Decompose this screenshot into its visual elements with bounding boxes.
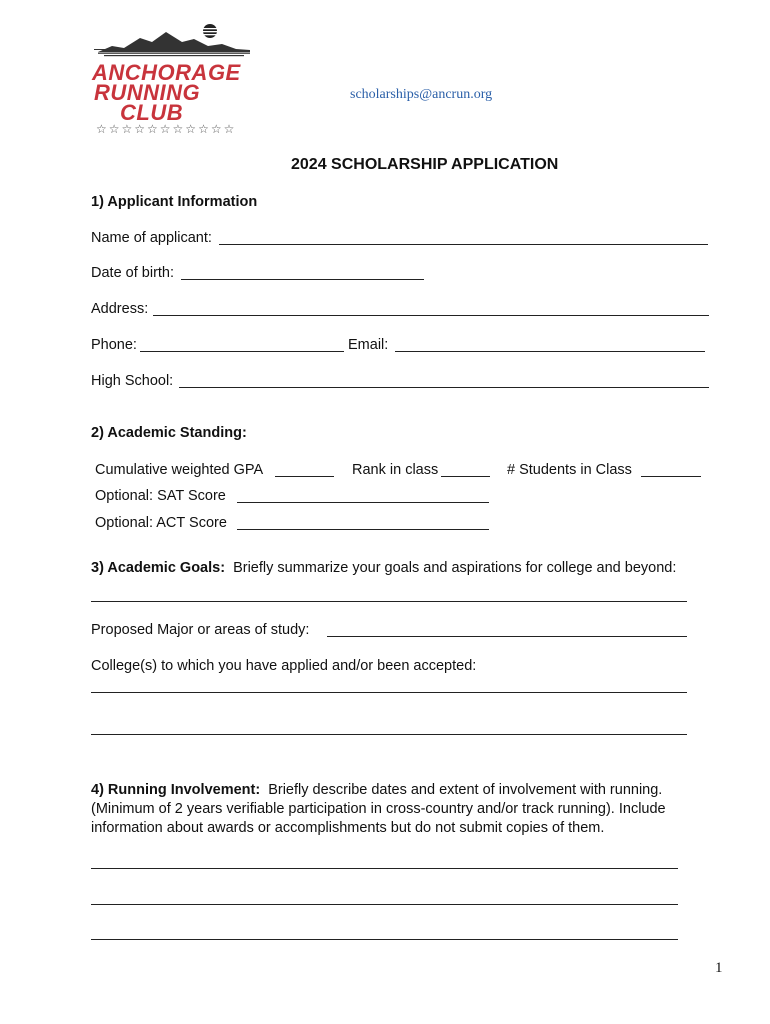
section-2-heading: 2) Academic Standing: bbox=[91, 425, 247, 441]
colleges-input-line-1[interactable] bbox=[91, 692, 687, 693]
act-label: Optional: ACT Score bbox=[95, 515, 227, 531]
address-input-line[interactable] bbox=[153, 315, 709, 316]
running-input-line-3[interactable] bbox=[91, 939, 678, 940]
high-school-label: High School: bbox=[91, 373, 174, 389]
email-label: Email: bbox=[348, 337, 389, 353]
dob-label: Date of birth: bbox=[91, 265, 175, 281]
goals-input-line[interactable] bbox=[91, 601, 687, 602]
page-title: 2024 SCHOLARSHIP APPLICATION bbox=[291, 156, 559, 173]
logo-line-1: ANCHORAGE bbox=[92, 60, 241, 85]
act-input-line[interactable] bbox=[237, 529, 489, 530]
contact-email-link[interactable]: scholarships@ancrun.org bbox=[350, 87, 493, 102]
sat-input-line[interactable] bbox=[237, 502, 489, 503]
high-school-input-line[interactable] bbox=[179, 387, 709, 388]
gpa-input-line[interactable] bbox=[275, 476, 334, 477]
section-4-line-3: information about awards or accomplishments but do not submit copies of them. bbox=[91, 820, 605, 836]
mountain-sun-icon bbox=[90, 22, 255, 58]
section-4-heading: 4) Running Involvement: bbox=[91, 782, 261, 798]
colleges-input-line-2[interactable] bbox=[91, 734, 687, 735]
running-input-line-1[interactable] bbox=[91, 868, 678, 869]
rank-label: Rank in class bbox=[352, 462, 439, 478]
colleges-label: College(s) to which you have applied and/or been accepted: bbox=[91, 658, 477, 674]
section-4-line-1: Briefly describe dates and extent of involvement with running. bbox=[268, 782, 663, 798]
section-3-heading: 3) Academic Goals: bbox=[91, 560, 226, 576]
major-label: Proposed Major or areas of study: bbox=[91, 622, 310, 638]
phone-label: Phone: bbox=[91, 337, 137, 353]
section-4-line-2: (Minimum of 2 years verifiable participation in cross-country and/or track running). Include bbox=[91, 801, 666, 817]
name-label: Name of applicant: bbox=[91, 230, 212, 246]
dob-input-line[interactable] bbox=[181, 279, 424, 280]
page-number: 1 bbox=[715, 960, 723, 976]
section-3-prompt: Briefly summarize your goals and aspirations for college and beyond: bbox=[233, 560, 677, 576]
logo-line-3: CLUB bbox=[120, 100, 184, 125]
rank-input-line[interactable] bbox=[441, 476, 490, 477]
students-input-line[interactable] bbox=[641, 476, 701, 477]
address-label: Address: bbox=[91, 301, 149, 317]
logo-stars: ☆☆☆☆☆☆☆☆☆☆☆ bbox=[96, 122, 237, 136]
logo-line-2: RUNNING bbox=[94, 80, 201, 105]
section-3-heading-row bbox=[91, 560, 676, 577]
section-4-text bbox=[91, 781, 731, 838]
name-input-line[interactable] bbox=[219, 244, 708, 245]
email-input-line[interactable] bbox=[395, 351, 705, 352]
sat-label: Optional: SAT Score bbox=[95, 488, 226, 504]
running-input-line-2[interactable] bbox=[91, 904, 678, 905]
phone-input-line[interactable] bbox=[140, 351, 344, 352]
club-logo bbox=[90, 22, 255, 137]
section-1-heading: 1) Applicant Information bbox=[91, 194, 258, 210]
gpa-label: Cumulative weighted GPA bbox=[95, 462, 264, 478]
major-input-line[interactable] bbox=[327, 636, 687, 637]
students-label: # Students in Class bbox=[507, 462, 632, 478]
